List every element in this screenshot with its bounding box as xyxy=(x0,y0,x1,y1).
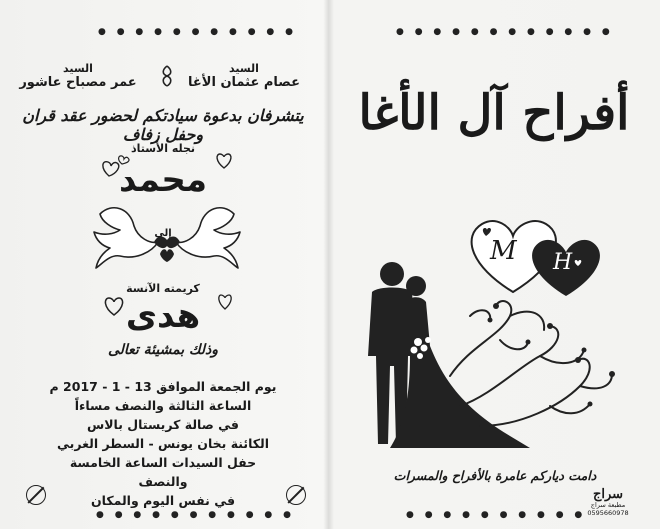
ornament-icon xyxy=(160,64,174,88)
no-photography-icon-right xyxy=(286,485,306,505)
groom-father xyxy=(174,62,314,90)
groom-father-title: السيد xyxy=(229,62,259,75)
printer-name: مطبعة سراج xyxy=(590,501,626,509)
bride-father xyxy=(8,62,148,90)
event-date: يوم الجمعة الموافق 13 - 1 - 2017 م xyxy=(49,379,277,394)
cover-bottom-dotted-ornament: ● ● ● ● ● ● ● ● ● ● xyxy=(406,510,587,520)
bride-father-name: عمر مصباح عاشور xyxy=(19,75,137,90)
bride-initial: H xyxy=(553,250,573,275)
cover-title: أفراح آل الأغا xyxy=(358,85,630,141)
to-label: إلى xyxy=(154,228,172,239)
no-photography-icon xyxy=(26,485,46,505)
event-details xyxy=(28,377,298,453)
heart-small-icon xyxy=(214,290,236,312)
groom-name: محمد xyxy=(119,160,207,200)
groom-intro: نجله الأستاذ xyxy=(130,142,196,155)
groom-initial: M xyxy=(490,236,517,266)
printer-credit xyxy=(578,488,638,517)
printer-logo: سراج xyxy=(592,487,624,502)
event-time: الساعة الثالثة والنصف مساءاً xyxy=(74,398,252,413)
bride-name: هدى xyxy=(125,296,201,336)
event-address: الكائنة بخان يونس - السطر الغربي xyxy=(56,436,270,451)
cover-top-dotted-ornament: ● ● ● ● ● ● ● ● ● ● ● ● xyxy=(396,27,614,37)
heart-icon xyxy=(212,148,236,172)
bottom-dotted-ornament: ● ● ● ● ● ● ● ● ● ● ● xyxy=(96,510,295,520)
groom-father-name: عصام عثمان الأغا xyxy=(188,75,300,90)
wish-line: دامت دياركم عامرة بالأفراح والمسرات xyxy=(393,468,597,483)
top-dotted-ornament: ● ● ● ● ● ● ● ● ● ● ● xyxy=(98,27,297,37)
invitation-line: يتشرفان بدعوة سيادتكم لحضور عقد قران وحفل زفاف xyxy=(22,106,304,144)
ladies-party-note xyxy=(56,453,270,510)
ladies-party-place: في نفس اليوم والمكان xyxy=(90,493,236,508)
printer-phone: 0595660978 xyxy=(587,509,629,517)
invitation-details-panel xyxy=(0,0,326,529)
fathers-names-row xyxy=(8,62,320,98)
event-venue: في صالة كريستال بالاس xyxy=(87,417,239,432)
bride-father-title: السيد xyxy=(63,62,93,75)
doves-illustration xyxy=(92,202,242,276)
cover-panel xyxy=(330,0,660,529)
ladies-party-time: حفل السيدات الساعة الخامسة والنصف xyxy=(69,455,257,489)
couple-silhouette-illustration xyxy=(350,256,640,460)
bride-intro: كريمته الآنسة xyxy=(126,282,200,295)
blessing-line: وذلك بمشيئة تعالى xyxy=(107,342,219,358)
